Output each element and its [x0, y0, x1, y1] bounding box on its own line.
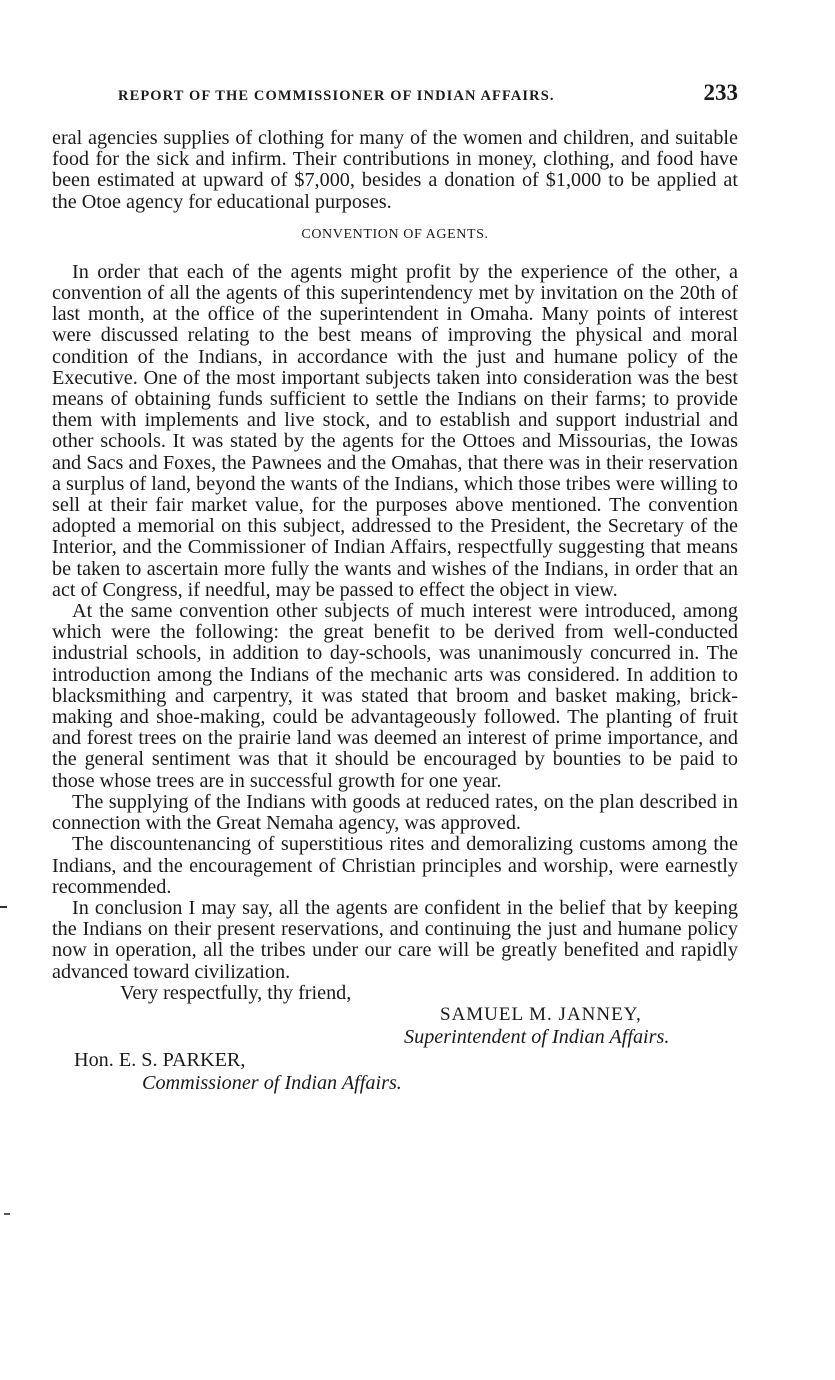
signature-title: Superintendent of Indian Affairs. — [404, 1025, 670, 1048]
addressee-title: Commissioner of Indian Affairs. — [142, 1071, 402, 1094]
page-number: 233 — [703, 80, 738, 105]
signature-name: SAMUEL M. JANNEY, — [440, 1003, 642, 1025]
body-text — [52, 128, 738, 1094]
section-heading: CONVENTION OF AGENTS. — [301, 226, 489, 242]
paragraph-goods-supply: The supplying of the Indians with goods at reduced rates, on the plan described in connection with the Great Nemaha agency, was approved. — [52, 790, 738, 835]
addressee-name: Hon. E. S. PARKER, — [74, 1048, 246, 1071]
closing-line: Very respectfully, thy friend, — [120, 981, 352, 1004]
margin-mark — [0, 906, 7, 908]
paragraph-convention: In order that each of the agents might profit by the experience of the other, a convention of all the agents of this superintendency met by invitation on the 20th of last month, at the office of the superintendent in Omaha. Many points of interest were discussed relating to the best means of improving the physical and moral condition of the Indians, in accordance with the just and humane policy of the Executive. One of the most important subjects taken into consideration was the best means of obtaining funds sufficient to settle the Indians on their farms; to provide them with implements and live stock, and to establish and support industrial and other schools. It was stated by the agents for the Ottoes and Missourias, the Iowas and Sacs and Foxes, the Pawnees and the Omahas, that there was in their reservation a surplus of land, beyond the wants of the Indians, which those tribes were willing to sell at their fair market value, for the purposes above mentioned. The convention adopted a memorial on this subject, addressed to the President, the Secretary of the Interior, and the Commissioner of Indian Affairs, respectfully suggesting that means be taken to ascertain more fully the wants and wishes of the Indians, in order that an act of Congress, if needful, may be passed to effect the object in view. — [52, 260, 738, 601]
margin-arrow-mark — [4, 1213, 10, 1215]
running-head — [118, 80, 738, 110]
intro-paragraph: eral agencies supplies of clothing for many of the women and children, and suitable food for the sick and infirm. Their contributions in money, clothing, and food have been estimated at upward of $7,000, besides a donation of $1,000 to be applied at the Otoe agency for educational purposes. — [52, 127, 738, 213]
paragraph-conclusion: In conclusion I may say, all the agents are confident in the belief that by keeping the Indians on their present reservations, and continuing the just and humane policy now in operation, all the tribes under our care will be greatly benefited and rapidly advanced toward civilization. — [52, 896, 738, 983]
paragraph-discountenancing: The discountenancing of superstitious rites and demoralizing customs among the Indians, and the encouragement of Christian principles and worship, were earnestly recommended. — [52, 833, 738, 898]
paragraph-other-subjects: At the same convention other subjects of much interest were introduced, among which were the following: the great benefit to be derived from well-conducted industrial schools, in addition to day-schools, was unanimously concurred in. The introduction among the Indians of the mechanic arts was considered. In addition to blacksmithing and carpentry, it was stated that broom and basket making, brick-making and shoe-making, could be advantageously followed. The planting of fruit and forest trees on the prairie land was deemed an interest of prime importance, and the general sentiment was that it should be encouraged by bounties to be paid to those whose trees are in successful growth for one year. — [52, 600, 738, 792]
running-title: REPORT OF THE COMMISSIONER OF INDIAN AFFAIRS. — [118, 88, 555, 104]
